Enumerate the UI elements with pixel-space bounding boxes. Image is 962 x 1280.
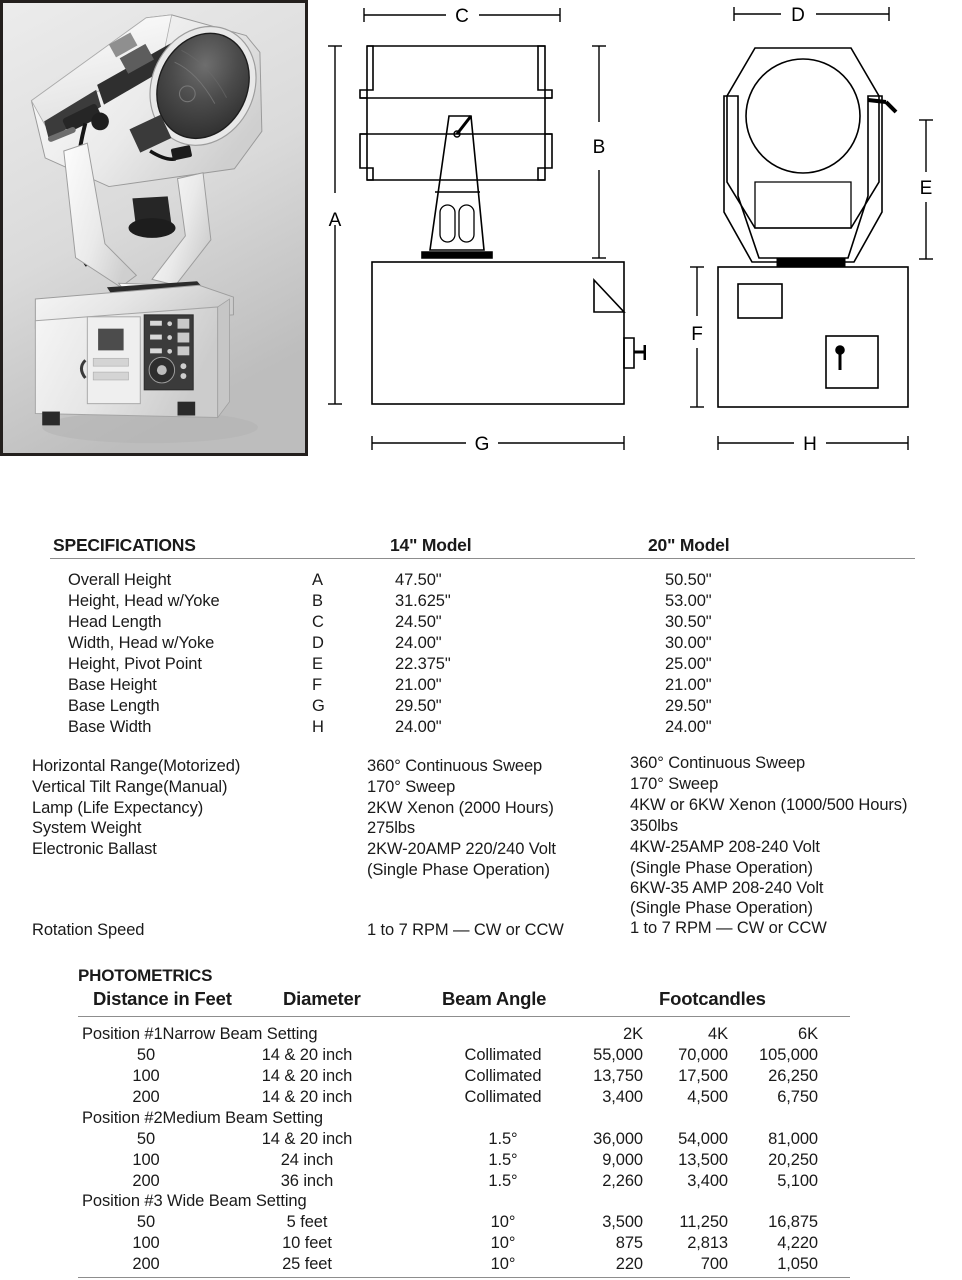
photometrics-cell-angle: 10°: [490, 1234, 516, 1252]
photometrics-cell-diameter: 14 & 20 inch: [261, 1130, 353, 1148]
perf-20-lamp: 4KW or 6KW Xenon (1000/500 Hours): [630, 796, 908, 814]
photometrics-cell-2k: 36,000: [593, 1130, 643, 1148]
spec-row-value-14: 31.625": [395, 592, 451, 610]
perf-20-system-weight: 350lbs: [630, 817, 679, 835]
spec-row-value-20: 30.00": [665, 634, 712, 652]
photometrics-cell-2k: 9,000: [602, 1151, 643, 1169]
photometrics-cell-6k: 16,875: [768, 1213, 818, 1231]
photometrics-cell-4k: 13,500: [678, 1151, 728, 1169]
spec-row-value-20: 30.50": [665, 613, 712, 631]
photometrics-cell-distance: 100: [132, 1151, 160, 1169]
spec-row-value-14: 24.00": [395, 634, 442, 652]
photometrics-cell-distance: 200: [132, 1172, 160, 1190]
photometrics-bottom-rule: [78, 1277, 850, 1278]
photometrics-cell-distance: 200: [132, 1255, 160, 1273]
spec-row-letter: G: [312, 697, 325, 715]
photometrics-cell-6k: 105,000: [759, 1046, 818, 1064]
dim-label-B: B: [592, 137, 606, 158]
spec-row-value-20: 25.00": [665, 655, 712, 673]
photometrics-cell-2k: 3,400: [602, 1088, 643, 1106]
dim-label-F: F: [691, 324, 703, 345]
perf-label-system-weight: System Weight: [32, 819, 142, 837]
spec-row-value-14: 22.375": [395, 655, 451, 673]
photometrics-header-rule: [78, 1016, 850, 1017]
photometrics-title: PHOTOMETRICS: [78, 966, 213, 985]
perf-14-ballast-line1: 2KW-20AMP 220/240 Volt: [367, 840, 556, 858]
photometrics-cell-angle: Collimated: [464, 1088, 542, 1106]
photometrics-cell-angle: 1.5°: [488, 1172, 518, 1190]
perf-20-rotation-speed: 1 to 7 RPM — CW or CCW: [630, 919, 827, 937]
perf-20-ballast-4kw: 4KW-25AMP 208-240 Volt: [630, 838, 820, 856]
photometrics-cell-6k: 20,250: [768, 1151, 818, 1169]
spec-row-label: Base Height: [68, 676, 157, 694]
specifications-header-rule: [50, 558, 915, 559]
photometrics-cell-diameter: 14 & 20 inch: [261, 1046, 353, 1064]
spec-row-label: Height, Pivot Point: [68, 655, 202, 673]
spec-row-label: Overall Height: [68, 571, 172, 589]
spec-row-value-14: 21.00": [395, 676, 442, 694]
photometrics-header-diameter: Diameter: [283, 988, 361, 1009]
photometrics-header-distance: Distance in Feet: [93, 988, 232, 1009]
photometrics-cell-2k: 2,260: [602, 1172, 643, 1190]
perf-label-electronic-ballast: Electronic Ballast: [32, 840, 157, 858]
photometrics-cell-6k: 6,750: [777, 1088, 818, 1106]
photometrics-cell-angle: 10°: [490, 1255, 516, 1273]
perf-14-rotation-speed: 1 to 7 RPM — CW or CCW: [367, 921, 564, 939]
perf-14-horizontal-range: 360° Continuous Sweep: [367, 757, 543, 775]
photometrics-group-title: Position #2Medium Beam Setting: [82, 1109, 323, 1127]
photometrics-cell-4k: 4,500: [687, 1088, 728, 1106]
searchlight-photo-illustration: [3, 3, 305, 453]
photometrics-cell-4k: 54,000: [678, 1130, 728, 1148]
perf-14-vertical-tilt: 170° Sweep: [367, 778, 456, 796]
spec-row-letter: C: [312, 613, 324, 631]
photometrics-cell-distance: 50: [136, 1130, 156, 1148]
spec-row-value-14: 24.50": [395, 613, 442, 631]
photometrics-cell-2k: 3,500: [602, 1213, 643, 1231]
dim-label-D: D: [791, 5, 805, 26]
photometrics-cell-2k: 875: [615, 1234, 643, 1252]
photometrics-cell-diameter: 10 feet: [282, 1234, 332, 1252]
dim-label-C: C: [455, 6, 469, 27]
dim-label-A: A: [328, 210, 342, 231]
photometrics-header-beam-angle: Beam Angle: [442, 988, 547, 1009]
perf-label-horizontal-range: Horizontal Range(Motorized): [32, 757, 241, 775]
spec-row-label: Base Length: [68, 697, 160, 715]
perf-20-ballast-6kw: 6KW-35 AMP 208-240 Volt: [630, 879, 824, 897]
spec-row-letter: B: [312, 592, 323, 610]
photometrics-cell-6k: 4,220: [777, 1234, 818, 1252]
photometrics-cell-diameter: 36 inch: [280, 1172, 334, 1190]
photometrics-group-title: Position #3 Wide Beam Setting: [82, 1192, 307, 1210]
photometrics-cell-distance: 50: [136, 1046, 156, 1064]
photometrics-cell-4k: 700: [700, 1255, 728, 1273]
photometrics-group-title: Position #1Narrow Beam Setting: [82, 1025, 318, 1043]
photometrics-cell-2k: 13,750: [593, 1067, 643, 1085]
perf-label-lamp: Lamp (Life Expectancy): [32, 799, 204, 817]
photometrics-cell-angle: Collimated: [464, 1067, 542, 1085]
perf-20-ballast-6kw-phase: (Single Phase Operation): [630, 899, 813, 917]
spec-row-label: Head Length: [68, 613, 162, 631]
spec-row-letter: H: [312, 718, 324, 736]
spec-row-value-20: 24.00": [665, 718, 712, 736]
photometrics-cell-2k: 55,000: [593, 1046, 643, 1064]
spec-row-value-20: 50.50": [665, 571, 712, 589]
photometrics-cell-diameter: 14 & 20 inch: [261, 1088, 353, 1106]
photometrics-cell-2k: 220: [615, 1255, 643, 1273]
photometrics-cell-angle: 1.5°: [488, 1130, 518, 1148]
photometrics-cell-diameter: 24 inch: [280, 1151, 334, 1169]
spec-row-value-20: 29.50": [665, 697, 712, 715]
specifications-title: SPECIFICATIONS: [53, 535, 196, 555]
photometrics-cell-distance: 200: [132, 1088, 160, 1106]
perf-label-vertical-tilt: Vertical Tilt Range(Manual): [32, 778, 228, 796]
spec-row-label: Width, Head w/Yoke: [68, 634, 215, 652]
photometrics-cell-distance: 50: [136, 1213, 156, 1231]
perf-14-system-weight: 275lbs: [367, 819, 416, 837]
photometrics-cell-4k: 11,250: [679, 1213, 728, 1231]
spec-row-label: Height, Head w/Yoke: [68, 592, 220, 610]
product-photo: [0, 0, 308, 456]
column-header-20in: 20" Model: [648, 535, 730, 555]
photometrics-cell-4k: 2,813: [687, 1234, 728, 1252]
spec-row-letter: D: [312, 634, 324, 652]
photometrics-cell-angle: Collimated: [464, 1046, 542, 1064]
photometrics-header-footcandles: Footcandles: [659, 988, 766, 1009]
dim-label-G: G: [474, 434, 490, 455]
photometrics-cell-4k: 70,000: [678, 1046, 728, 1064]
dim-label-E: E: [919, 178, 933, 199]
photometrics-cell-distance: 100: [132, 1234, 160, 1252]
perf-14-lamp: 2KW Xenon (2000 Hours): [367, 799, 554, 817]
photometrics-cell-diameter: 25 feet: [282, 1255, 332, 1273]
side-view-svg: [316, 0, 646, 470]
photometrics-subheader-4k: 4K: [708, 1025, 728, 1043]
column-header-14in: 14" Model: [390, 535, 472, 555]
front-elevation-drawing: [646, 0, 962, 470]
spec-row-value-14: 47.50": [395, 571, 442, 589]
photometrics-cell-angle: 10°: [490, 1213, 516, 1231]
photometrics-cell-6k: 5,100: [777, 1172, 818, 1190]
front-view-svg: [646, 0, 962, 470]
photometrics-subheader-6k: 6K: [798, 1025, 818, 1043]
perf-20-horizontal-range: 360° Continuous Sweep: [630, 754, 806, 772]
side-elevation-drawing: [316, 0, 646, 470]
photometrics-cell-6k: 26,250: [768, 1067, 818, 1085]
perf-20-ballast-4kw-phase: (Single Phase Operation): [630, 859, 813, 877]
photometrics-cell-distance: 100: [132, 1067, 160, 1085]
perf-14-ballast-line2: (Single Phase Operation): [367, 861, 550, 879]
perf-20-vertical-tilt: 170° Sweep: [630, 775, 719, 793]
spec-row-value-20: 53.00": [665, 592, 712, 610]
photometrics-cell-6k: 81,000: [768, 1130, 818, 1148]
perf-label-rotation-speed: Rotation Speed: [32, 921, 145, 939]
dim-label-H: H: [803, 434, 817, 455]
spec-row-letter: A: [312, 571, 323, 589]
photometrics-cell-6k: 1,050: [777, 1255, 818, 1273]
photometrics-cell-angle: 1.5°: [488, 1151, 518, 1169]
spec-row-letter: F: [312, 676, 322, 694]
spec-row-value-14: 24.00": [395, 718, 442, 736]
photometrics-cell-diameter: 5 feet: [286, 1213, 328, 1231]
spec-row-value-20: 21.00": [665, 676, 712, 694]
spec-row-label: Base Width: [68, 718, 152, 736]
spec-row-letter: E: [312, 655, 323, 673]
photometrics-cell-diameter: 14 & 20 inch: [261, 1067, 353, 1085]
photometrics-cell-4k: 17,500: [678, 1067, 728, 1085]
photometrics-subheader-2k: 2K: [623, 1025, 643, 1043]
photometrics-cell-4k: 3,400: [687, 1172, 728, 1190]
spec-row-value-14: 29.50": [395, 697, 442, 715]
